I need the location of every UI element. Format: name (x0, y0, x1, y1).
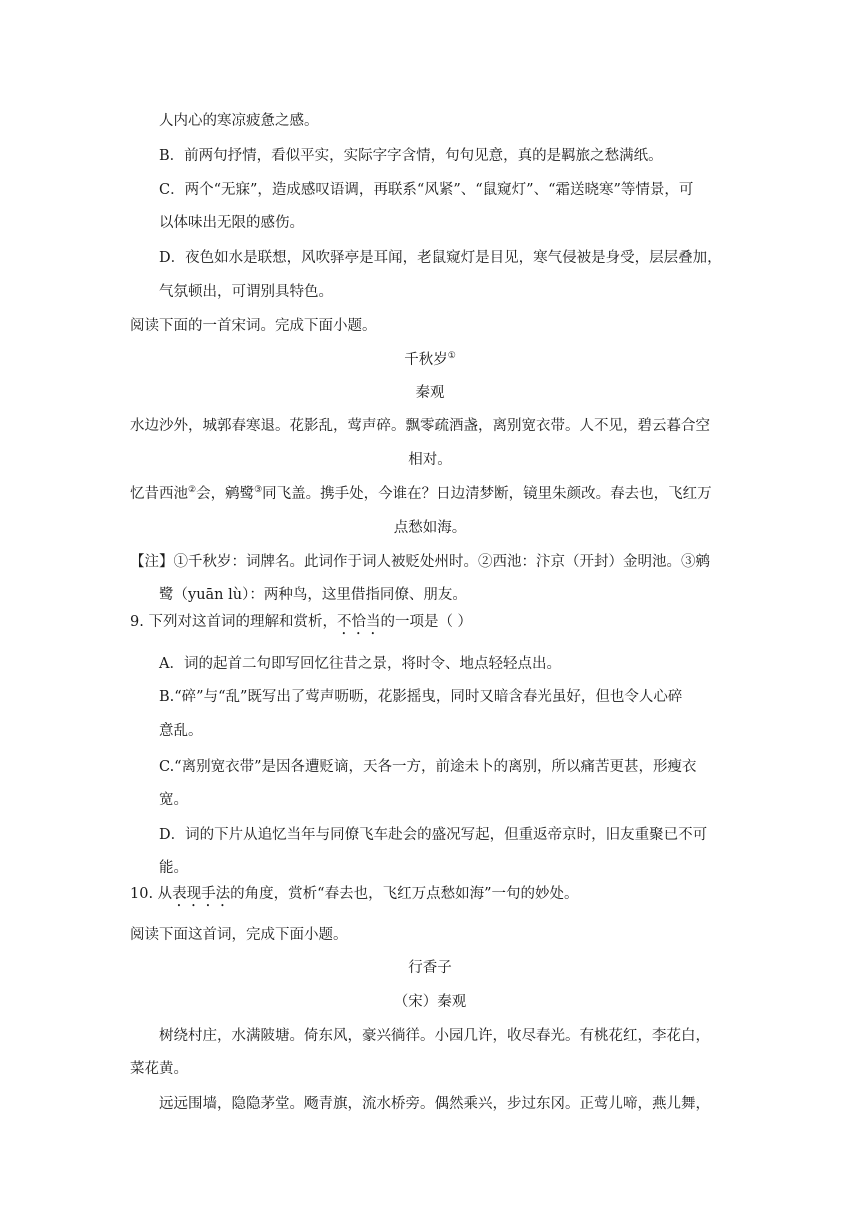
question-10-stem: 10. 从表现手法的角度，赏析“春去也，飞红万点愁如海”一句的妙处。 (130, 886, 579, 902)
q9-option-b-line2: 意乱。 (159, 723, 203, 739)
poem1-title: 千秋岁① (404, 351, 456, 368)
section1-intro: 阅读下面的一首宋词。完成下面小题。 (130, 318, 377, 334)
poem1-note-line2: 鹭（yuān lù）：两种鸟，这里借指同僚、朋友。 (159, 587, 467, 603)
poem2-line1: 树绕村庄，水满陂塘。倚东风，豪兴徜徉。小园几许，收尽春光。有桃花红，李花白， (159, 1028, 710, 1044)
section2-intro: 阅读下面这首词，完成下面小题。 (130, 927, 348, 943)
poem2-author: （宋）秦观 (393, 994, 467, 1010)
poem2-line1-cont: 菜花黄。 (130, 1061, 188, 1077)
emphasis-text: 不恰当 (336, 614, 381, 630)
option-c-line1: C．两个“无寐”，造成感叹语调，再联系“风紧”、“鼠窥灯”、“霜送晓寒”等情景，可 (159, 182, 694, 198)
poem1-line1-cont: 相对。 (408, 452, 452, 468)
poem2-line2: 远远围墙，隐隐茅堂。飏青旗，流水桥旁。偶然乘兴，步过东冈。正莺儿啼，燕儿舞， (159, 1096, 710, 1112)
poem1-note-line1: 【注】①千秋岁：词牌名。此词作于词人被贬处州时。②西池：汴京（开封）金明池。③鹓 (130, 554, 710, 570)
poem1-line1: 水边沙外，城郭春寒退。花影乱，莺声碎。飘零疏酒盏，离别宽衣带。人不见，碧云暮合空 (130, 418, 710, 434)
q9-option-d-line2: 能。 (159, 860, 188, 876)
poem1-line2-cont: 点愁如海。 (393, 520, 467, 536)
option-a-continuation: 人内心的寒凉疲惫之感。 (159, 113, 319, 129)
emphasis-text: 表现手法 (172, 886, 231, 902)
poem1-author: 秦观 (415, 385, 445, 401)
question-9-stem: 9. 下列对这首词的理解和赏析，不恰当的一项是（ ） (130, 614, 473, 630)
option-c-line2: 以体味出无限的感伤。 (159, 215, 304, 231)
option-b: B．前两句抒情，看似平实，实际字字含情，句句见意，真的是羁旅之愁满纸。 (159, 148, 663, 164)
q9-option-c-line1: C.“离别宽衣带”是因各遭贬谪，天各一方，前途未卜的离别，所以痛苦更甚，形瘦衣 (159, 759, 697, 775)
q9-option-a: A．词的起首二句即写回忆往昔之景，将时令、地点轻轻点出。 (159, 656, 561, 672)
q9-option-b-line1: B.“碎”与“乱”既写出了莺声呖呖，花影摇曳，同时又暗含春光虽好，但也令人心碎 (159, 689, 683, 705)
option-d-line2: 气氛顿出，可谓别具特色。 (159, 284, 333, 300)
q9-option-d-line1: D．词的下片从追忆当年与同僚飞车赴会的盛况写起，但重返帝京时，旧友重聚已不可 (159, 827, 708, 843)
q9-option-c-line2: 宽。 (159, 792, 188, 808)
poem1-line2: 忆昔西池②会，鹓鹭③同飞盖。携手处，今谁在？日边清梦断，镜里朱颜改。春去也，飞红万 (130, 485, 712, 502)
option-d-line1: D．夜色如水是联想，风吹驿亭是耳闻，老鼠窥灯是目见，寒气侵被是身受，层层叠加， (159, 250, 722, 266)
poem2-title: 行香子 (408, 960, 452, 976)
